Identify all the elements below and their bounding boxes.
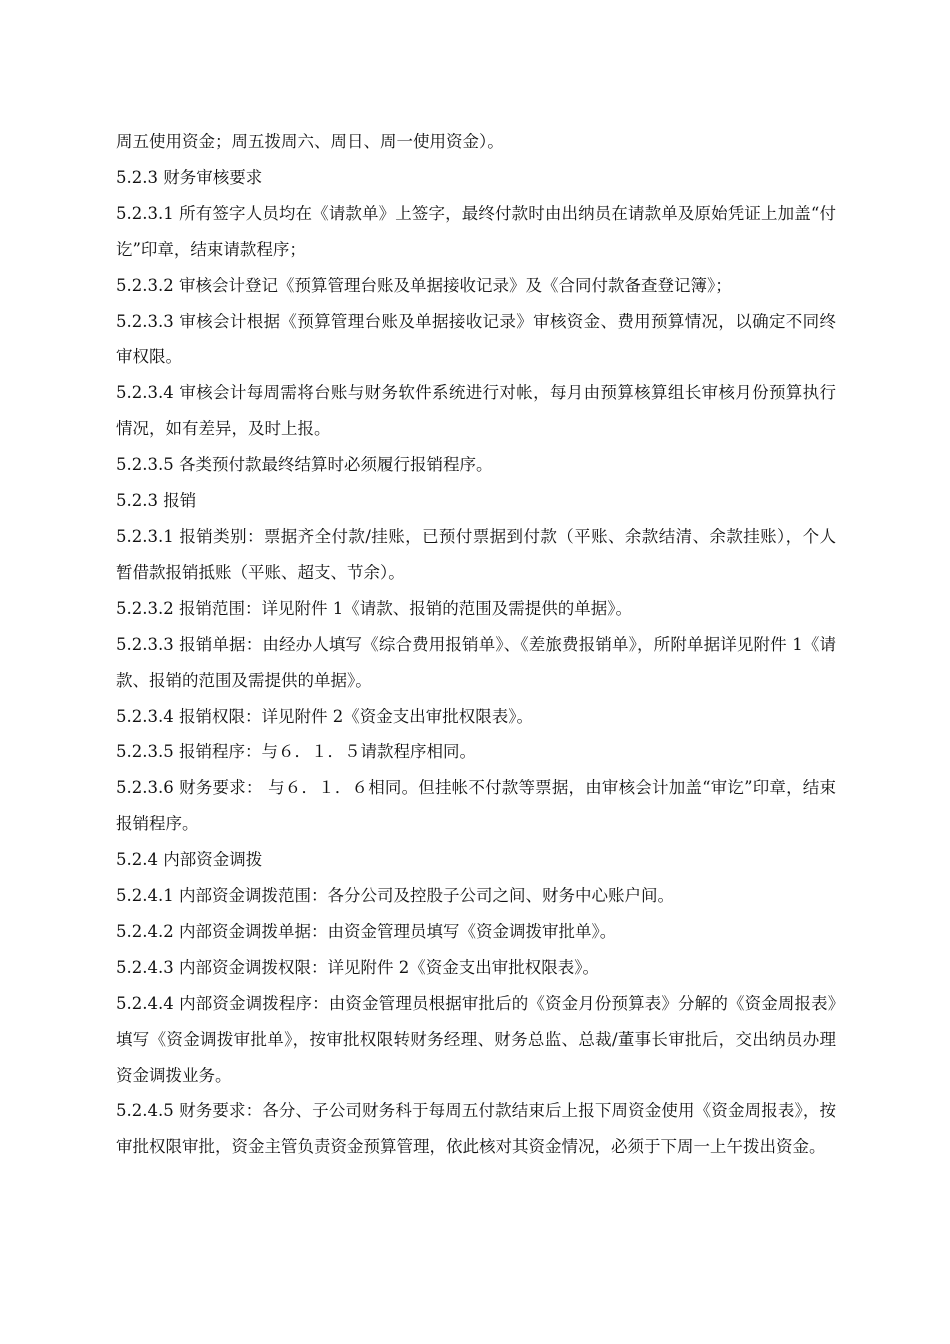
paragraph-5-2-3-1: 5.2.3.1 所有签字人员均在《请款单》上签字，最终付款时由出纳员在请款单及原始凭证上加盖“付讫”印章，结束请款程序； (116, 203, 836, 259)
paragraph-reimbursement-types: 5.2.3.1 报销类别：票据齐全付款/挂账，已预付票据到付款（平账、余款结清、余款挂账），个人暂借款报销抵账（平账、超支、节余）。 (116, 526, 836, 582)
paragraph-5-2-4-2: 5.2.4.2 内部资金调拨单据：由资金管理员填写《资金调拨审批单》。 (116, 921, 617, 941)
section-heading-5-2-4: 5.2.4 内部资金调拨 (116, 850, 263, 870)
paragraph-reimbursement-procedure: 5.2.3.5 报销程序：与６．１．５请款程序相同。 (116, 742, 476, 762)
paragraph-5-2-4-4: 5.2.4.4 内部资金调拨程序：由资金管理员根据审批后的《资金月份预算表》分解的《资金周报表》填写《资金调拨审批单》，按审批权限转财务经理、财务总监、总裁/董事长审批后，交出纳员办理资金调拨业务。 (116, 993, 836, 1085)
paragraph-reimbursement-authority: 5.2.3.4 报销权限：详见附件 2《资金支出审批权限表》。 (116, 706, 533, 726)
section-heading-reimbursement: 5.2.3 报销 (116, 491, 197, 511)
paragraph-5-2-3-5: 5.2.3.5 各类预付款最终结算时必须履行报销程序。 (116, 455, 493, 475)
paragraph-continuation: 周五使用资金；周五拨周六、周日、周一使用资金）。 (116, 132, 504, 151)
paragraph-reimbursement-documents: 5.2.3.3 报销单据：由经办人填写《综合费用报销单》、《差旅费报销单》，所附单据详见附件 1《请款、报销的范围及需提供的单据》。 (116, 634, 836, 690)
paragraph-reimbursement-finance-requirements: 5.2.3.6 财务要求： 与６．１．６相同。但挂帐不付款等票据，由审核会计加盖“审讫”印章，结束报销程序。 (116, 778, 836, 834)
document-body (116, 124, 836, 1165)
paragraph-5-2-3-3: 5.2.3.3 审核会计根据《预算管理台账及单据接收记录》审核资金、费用预算情况，以确定不同终审权限。 (116, 311, 836, 367)
paragraph-5-2-3-2: 5.2.3.2 审核会计登记《预算管理台账及单据接收记录》及《合同付款备查登记簿》； (116, 275, 732, 295)
paragraph-5-2-3-4: 5.2.3.4 审核会计每周需将台账与财务软件系统进行对帐，每月由预算核算组长审核月份预算执行情况，如有差异，及时上报。 (116, 383, 836, 439)
paragraph-reimbursement-scope: 5.2.3.2 报销范围：详见附件 1《请款、报销的范围及需提供的单据》。 (116, 598, 632, 618)
section-heading-5-2-3: 5.2.3 财务审核要求 (116, 167, 263, 187)
paragraph-5-2-4-3: 5.2.4.3 内部资金调拨权限：详见附件 2《资金支出审批权限表》。 (116, 957, 599, 977)
paragraph-5-2-4-5: 5.2.4.5 财务要求：各分、子公司财务科于每周五付款结束后上报下周资金使用《资金周报表》，按审批权限审批，资金主管负责资金预算管理，依此核对其资金情况，必须于下周一上午拨出资金。 (116, 1101, 836, 1157)
paragraph-5-2-4-1: 5.2.4.1 内部资金调拨范围：各分公司及控股子公司之间、财务中心账户间。 (116, 886, 674, 906)
